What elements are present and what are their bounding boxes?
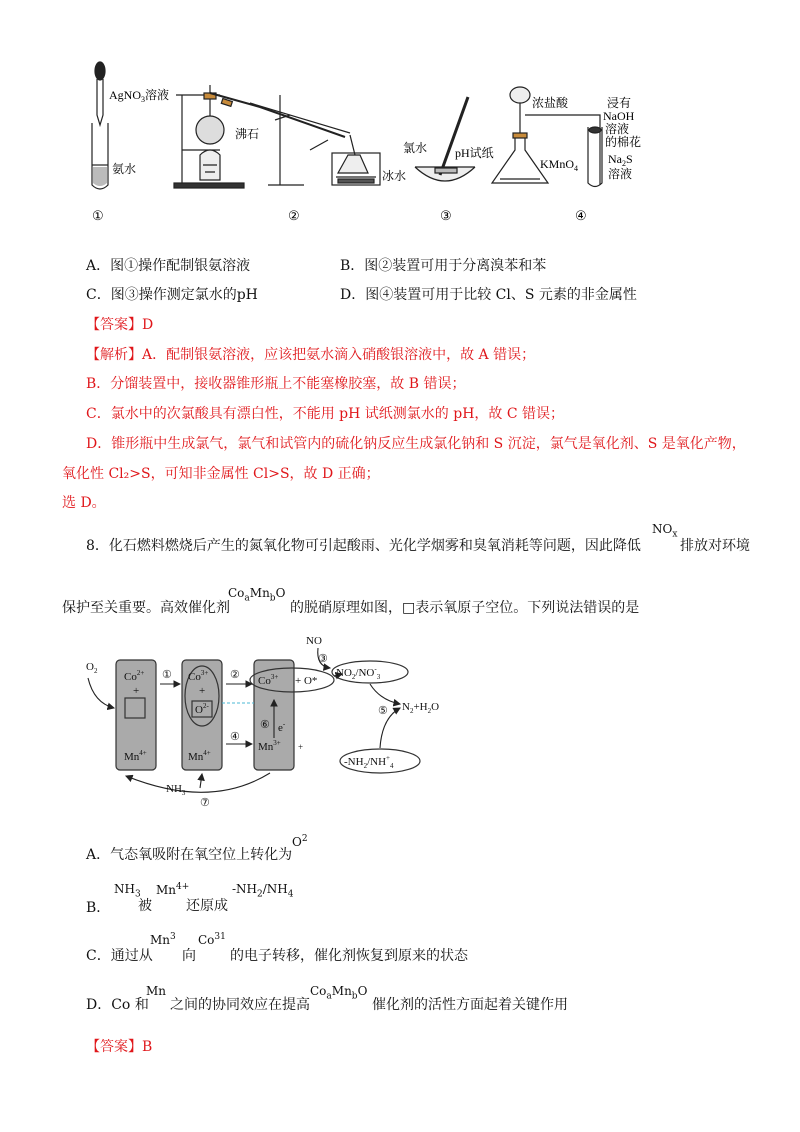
svg-text:-NH2/NH+4: $-NH_2/NH^+_4$: [344, 754, 394, 770]
svg-text:Co3+: $Co^{3+}$: [188, 669, 209, 683]
q8-option-d-end: 催化剂的活性方面起着关键作用: [372, 997, 568, 1013]
q8-option-d-mid: 之间的协同效应在提高: [170, 997, 310, 1013]
q8-option-d-formula: $Co_aMn_bO$: [310, 984, 368, 1002]
diagram-no: NO: [306, 635, 322, 647]
fig1-number: ①: [92, 208, 104, 223]
q7-analysis-line-2: B．分馏装置中，接收器锥形瓶上不能塞橡胶塞，故 B 错误；: [86, 376, 466, 392]
svg-text:⑥: ⑥: [260, 719, 270, 731]
fig3-ph-paper: pH试纸: [455, 146, 494, 160]
svg-text:+: +: [298, 742, 304, 752]
svg-text:②: ②: [230, 669, 240, 681]
q7-answer: 【答案】D: [86, 317, 154, 333]
q7-option-b: B．图②装置可用于分离溴苯和苯: [340, 258, 547, 274]
fig4-solution: 溶液: [608, 167, 633, 181]
svg-text:NO2/NO-3: $NO_2/NO^-_3$: [336, 665, 381, 681]
fig4-na2s: $Na_2S$: [608, 152, 633, 168]
q8-option-b-label: B．: [86, 900, 111, 916]
q8-option-b-mid: 被: [138, 898, 152, 914]
q8-stem-line-1: 8．化石燃料燃烧后产生的氮氧化物可引起酸雨、光化学烟雾和臭氧消耗等问题，因此降低: [86, 538, 641, 554]
fig4-number: ④: [575, 208, 587, 223]
fig3-chlorine-water: 氯水: [403, 141, 428, 155]
q7-analysis-line-3: C．氯水中的次氯酸具有漂白性，不能用 pH 试纸测氯水的 pH，故 C 错误；: [86, 406, 565, 422]
fig2-ice-water: 冰水: [382, 169, 407, 183]
q8-option-b-nh3: $NH_3$: [114, 882, 141, 900]
fig1-liquid-label: 氨水: [112, 162, 137, 176]
q8-option-c-end: 的电子转移，催化剂恢复到原来的状态: [230, 948, 468, 964]
q8-option-c-mn: Mn$^3$: [150, 932, 176, 947]
q8-stem-line-2a: 保护至关重要。高效催化剂: [62, 600, 230, 616]
svg-text:①: ①: [162, 669, 172, 681]
svg-text:O2-: $O^{2-}$: [195, 702, 209, 716]
mechanism-diagram: [80, 628, 480, 808]
q8-option-b-product: $-NH_2/NH_4$: [232, 882, 294, 900]
q8-option-c-co: Co$^{31}$: [198, 932, 226, 947]
fig4-cotton-1: 浸有: [607, 96, 632, 110]
diagram-o2: $O_2$: [86, 661, 98, 675]
svg-text:N2+H2O: $N_2+H_2O$: [402, 701, 440, 715]
q7-analysis-line-4: D．锥形瓶中生成氯气，氯气和试管内的硫化钠反应生成氯化钠和 S 沉淀，氯气是氧化剂、S 是氧化产物，: [86, 436, 746, 452]
q8-option-a-formula: $O^2$: [292, 834, 308, 849]
q7-option-c: C．图③操作测定氯水的pH: [86, 287, 258, 303]
fig3-number: ③: [440, 208, 452, 223]
q7-option-d: D．图④装置可用于比较 Cl、S 元素的非金属性: [340, 287, 637, 303]
q7-option-a: A．图①操作配制银氨溶液: [86, 258, 251, 274]
fig1-dropper-tube: [92, 62, 108, 189]
fig2-distillation: [174, 85, 380, 188]
q8-option-c-mid: 向: [182, 948, 196, 964]
fig2-boiling-chips: 沸石: [235, 127, 260, 141]
q7-analysis-line-6: 选 D。: [62, 495, 106, 511]
svg-text:Co3+: $Co^{3+}$: [258, 673, 279, 687]
fig3-dish: [415, 97, 475, 181]
q8-nox: $NO_x$: [652, 522, 678, 540]
fig4-cotton-4: 的棉花: [605, 135, 642, 149]
svg-text:Mn4+: $Mn^{4+}$: [188, 749, 211, 763]
fig1-reagent-label: AgNO$_3$溶液: [109, 88, 170, 104]
fig4-cotton-3: 溶液: [605, 122, 630, 136]
svg-text:Mn4+: $Mn^{4+}$: [124, 749, 147, 763]
svg-text:Co2+: $Co^{2+}$: [124, 669, 145, 683]
q8-option-c-pre: C．通过从: [86, 948, 153, 964]
q8-option-d-pre: D．Co 和: [86, 997, 149, 1013]
svg-text:⑤: ⑤: [378, 705, 388, 717]
svg-text:+: +: [133, 685, 140, 697]
q8-option-b-mn: $Mn^{4+}$: [156, 882, 190, 897]
fig4-acid: 浓盐酸: [532, 96, 569, 110]
q7-analysis-line-5: 氧化性 Cl₂>S，可知非金属性 Cl>S，故 D 正确；: [62, 466, 380, 482]
apparatus-figure: [70, 55, 670, 230]
svg-text:④: ④: [230, 731, 240, 743]
q8-stem-line-2b: 的脱硝原理如图，□表示氧原子空位。下列说法错误的是: [290, 600, 640, 616]
q7-analysis-line-1: 【解析】A．配制银氨溶液，应该把氨水滴入硝酸银溶液中，故 A 错误；: [86, 347, 536, 363]
q8-stem-line-1-end: 排放对环境: [680, 538, 750, 554]
svg-text:+ O*: + O*: [295, 675, 318, 687]
svg-text:+: +: [199, 685, 206, 697]
q8-catalyst-formula: $Co_aMn_bO$: [228, 586, 286, 604]
fig2-number: ②: [288, 208, 300, 223]
q8-option-d-mn: Mn: [146, 984, 167, 998]
diagram-nh3: $NH_3$: [166, 783, 186, 797]
svg-text:e-: e-: [278, 720, 286, 734]
fig4-kmno4: KMnO$_4$: [540, 157, 579, 173]
oxygen-vacancy: [125, 698, 145, 718]
fig4-cotton-2: NaOH: [603, 109, 635, 123]
svg-text:⑦: ⑦: [200, 797, 210, 808]
q8-option-b-mid2: 还原成: [186, 898, 228, 914]
svg-text:Mn3+: $Mn^{3+}$: [258, 739, 281, 753]
q8-answer: 【答案】B: [86, 1039, 153, 1055]
svg-text:③: ③: [318, 653, 328, 665]
q8-option-a: A．气态氧吸附在氧空位上转化为: [86, 847, 293, 863]
